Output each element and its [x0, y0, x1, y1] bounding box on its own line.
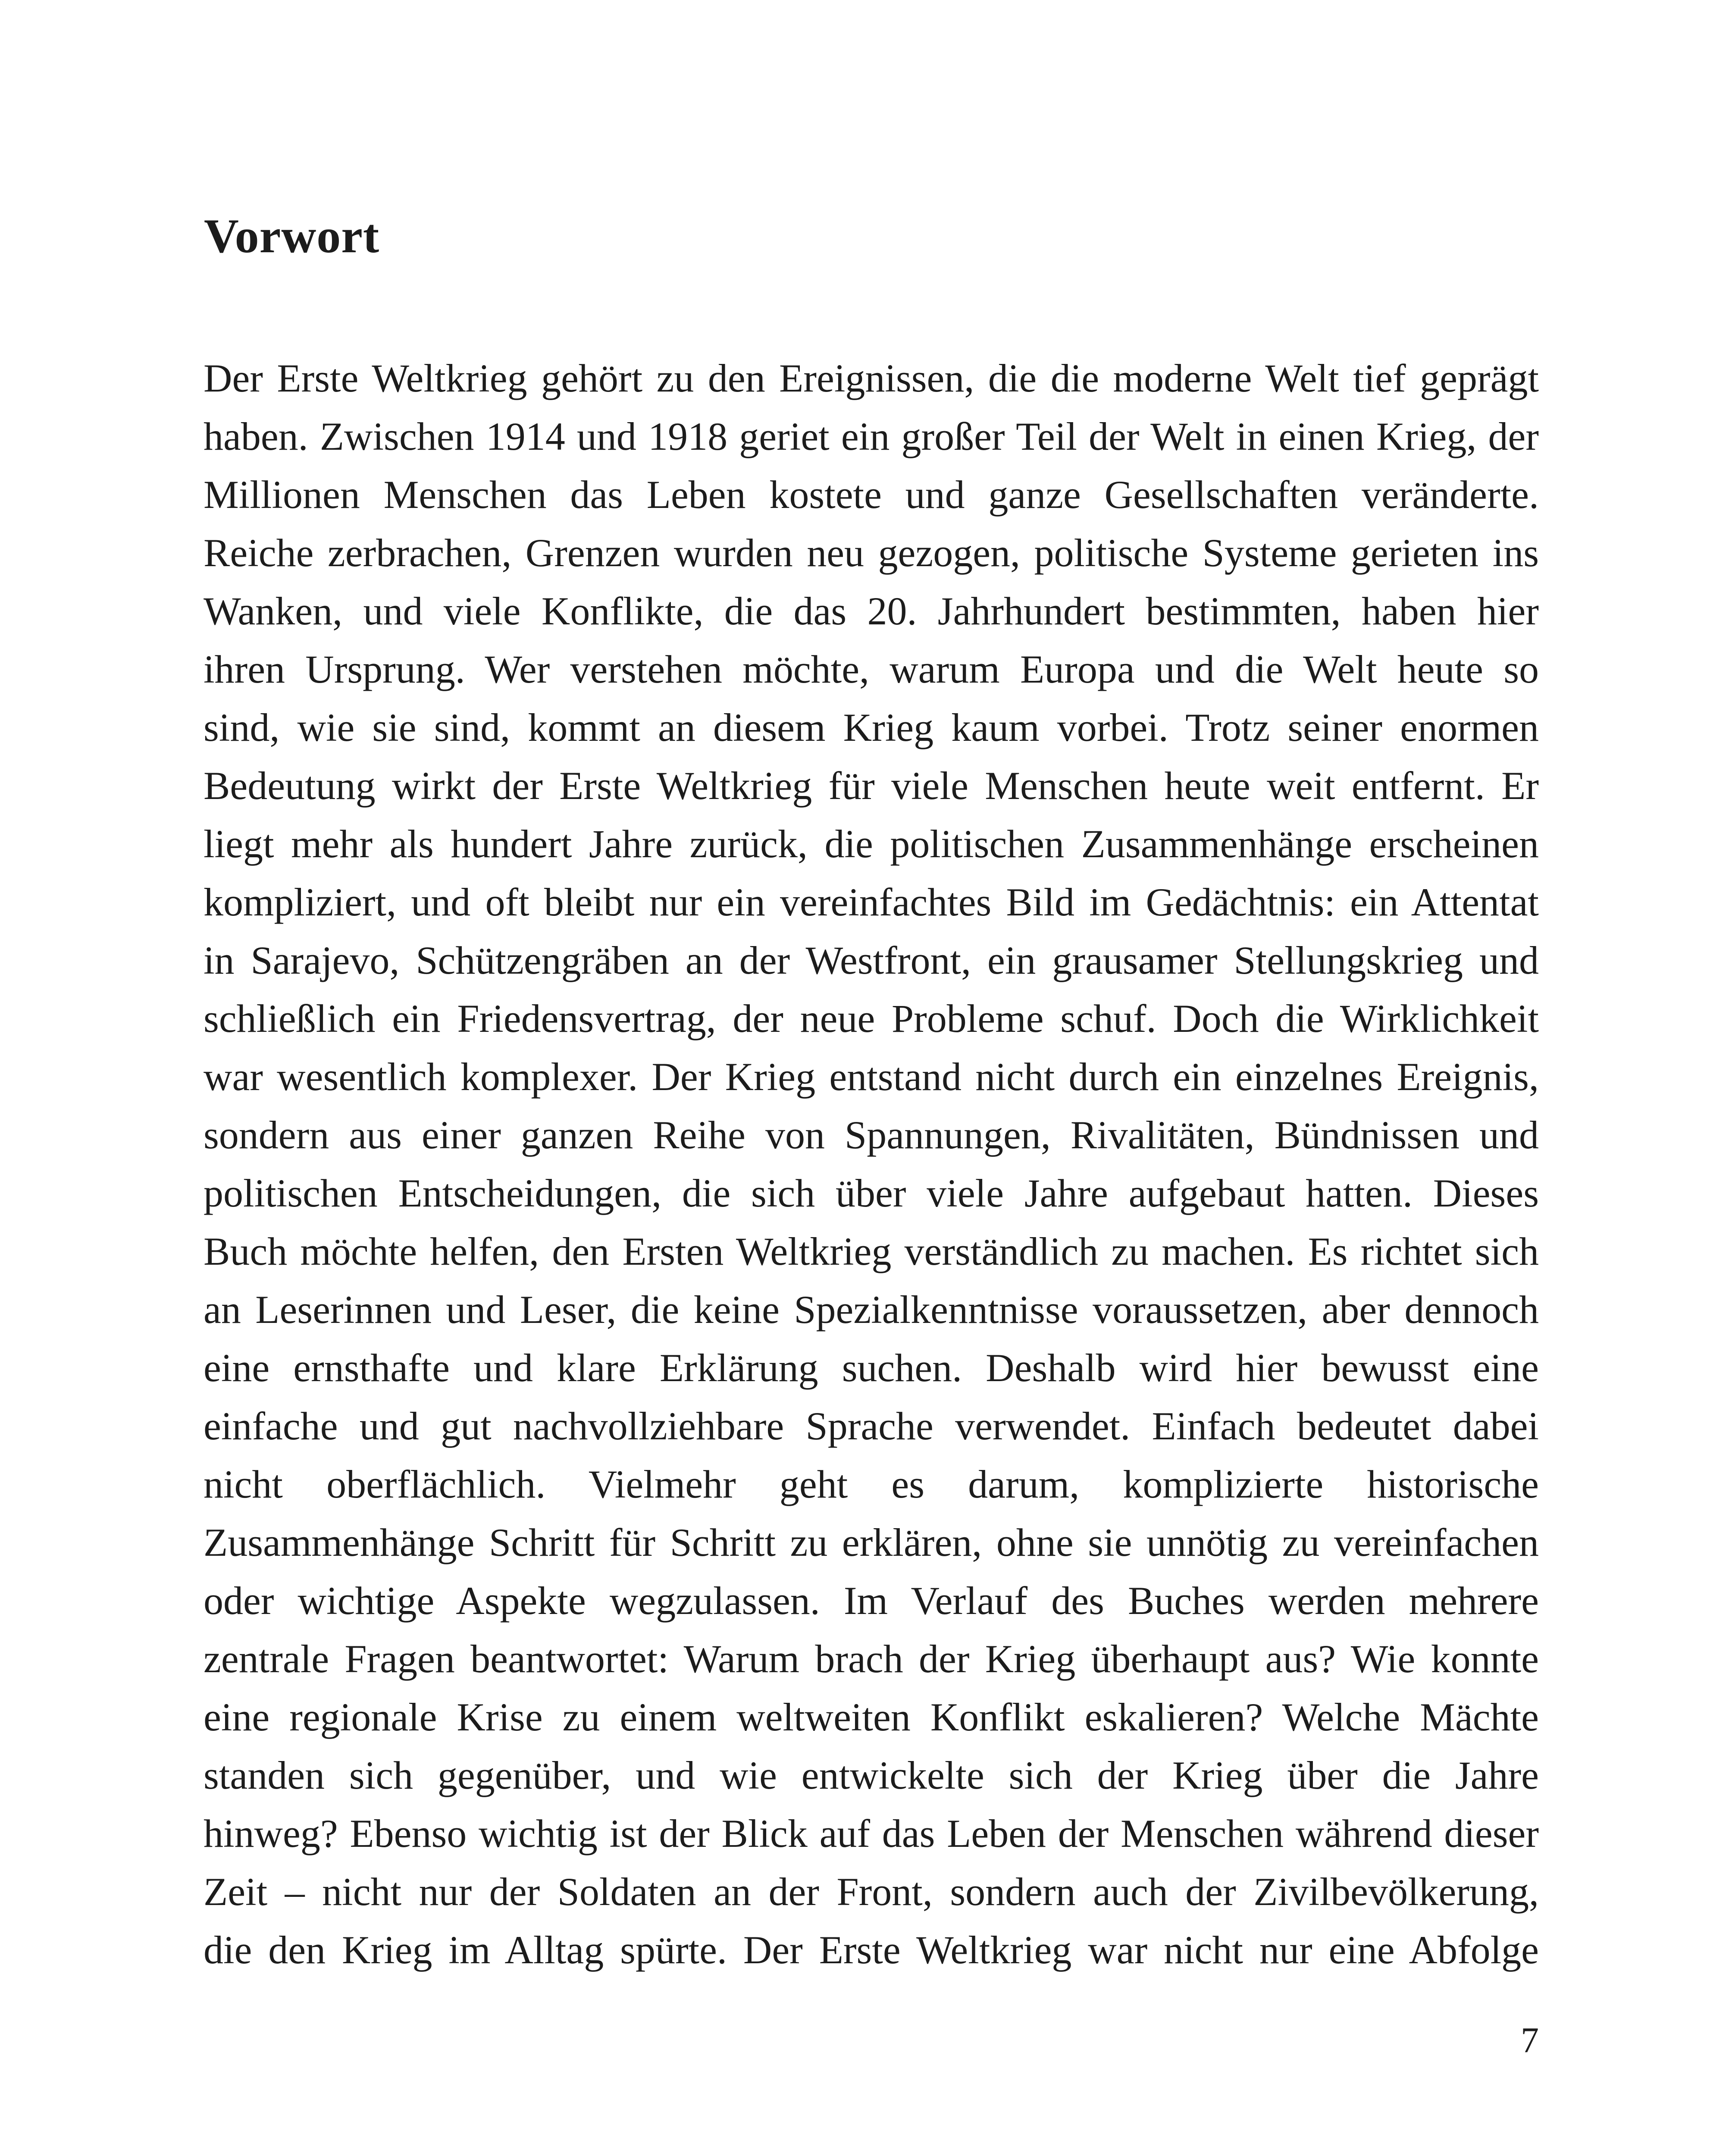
body-text — [204, 349, 1539, 1979]
text-line: in Sarajevo, Schützengräben an der Westfront, ein grausamer Stellungskrieg und — [204, 938, 1539, 982]
text-line: war wesentlich komplexer. Der Krieg entstand nicht durch ein einzelnes Ereignis, — [204, 1055, 1539, 1099]
text-line: Millionen Menschen das Leben kostete und ganze Gesellschaften veränderte. — [204, 473, 1539, 517]
text-line: oder wichtige Aspekte wegzulassen. Im Verlauf des Buches werden mehrere — [204, 1579, 1539, 1623]
page-title: Vorwort — [204, 210, 380, 263]
text-line: Wanken, und viele Konflikte, die das 20. Jahrhundert bestimmten, haben hier — [204, 589, 1539, 633]
text-line: die den Krieg im Alltag spürte. Der Erste Weltkrieg war nicht nur eine Abfolge — [204, 1928, 1539, 1972]
text-line: politischen Entscheidungen, die sich über viele Jahre aufgebaut hatten. Dieses — [204, 1171, 1539, 1215]
text-line: Buch möchte helfen, den Ersten Weltkrieg verständlich zu machen. Es richtet sich — [204, 1229, 1539, 1273]
text-line: Zeit – nicht nur der Soldaten an der Front, sondern auch der Zivilbevölkerung, — [204, 1870, 1539, 1914]
text-line: ihren Ursprung. Wer verstehen möchte, warum Europa und die Welt heute so — [204, 647, 1539, 691]
text-line: Zusammenhänge Schritt für Schritt zu erklären, ohne sie unnötig zu vereinfachen — [204, 1520, 1539, 1564]
text-line: sind, wie sie sind, kommt an diesem Krieg kaum vorbei. Trotz seiner enormen — [204, 705, 1539, 749]
text-line: standen sich gegenüber, und wie entwickelte sich der Krieg über die Jahre — [204, 1753, 1539, 1797]
page-number: 7 — [1521, 2020, 1539, 2060]
text-line: haben. Zwischen 1914 und 1918 geriet ein großer Teil der Welt in einen Krieg, der — [204, 414, 1539, 458]
text-line: hinweg? Ebenso wichtig ist der Blick auf das Leben der Menschen während dieser — [204, 1811, 1539, 1855]
text-line: Reiche zerbrachen, Grenzen wurden neu gezogen, politische Systeme gerieten ins — [204, 531, 1539, 575]
text-line: eine regionale Krise zu einem weltweiten Konflikt eskalieren? Welche Mächte — [204, 1695, 1539, 1739]
text-line: Bedeutung wirkt der Erste Weltkrieg für viele Menschen heute weit entfernt. Er — [204, 764, 1539, 808]
text-line: schließlich ein Friedensvertrag, der neue Probleme schuf. Doch die Wirklichkeit — [204, 997, 1539, 1040]
text-line: Der Erste Weltkrieg gehört zu den Ereignissen, die die moderne Welt tief geprägt — [204, 356, 1539, 400]
text-line: einfache und gut nachvollziehbare Sprache verwendet. Einfach bedeutet dabei — [204, 1404, 1539, 1448]
text-line: kompliziert, und oft bleibt nur ein vereinfachtes Bild im Gedächtnis: ein Attentat — [204, 880, 1539, 924]
text-line: liegt mehr als hundert Jahre zurück, die politischen Zusammenhänge erscheinen — [204, 822, 1539, 866]
text-line: eine ernsthafte und klare Erklärung suchen. Deshalb wird hier bewusst eine — [204, 1346, 1539, 1390]
text-line: zentrale Fragen beantwortet: Warum brach der Krieg überhaupt aus? Wie konnte — [204, 1637, 1539, 1681]
text-line: nicht oberflächlich. Vielmehr geht es darum, komplizierte historische — [204, 1462, 1539, 1506]
text-line: sondern aus einer ganzen Reihe von Spannungen, Rivalitäten, Bündnissen und — [204, 1113, 1539, 1157]
text-line: an Leserinnen und Leser, die keine Spezialkenntnisse voraussetzen, aber dennoch — [204, 1288, 1539, 1332]
